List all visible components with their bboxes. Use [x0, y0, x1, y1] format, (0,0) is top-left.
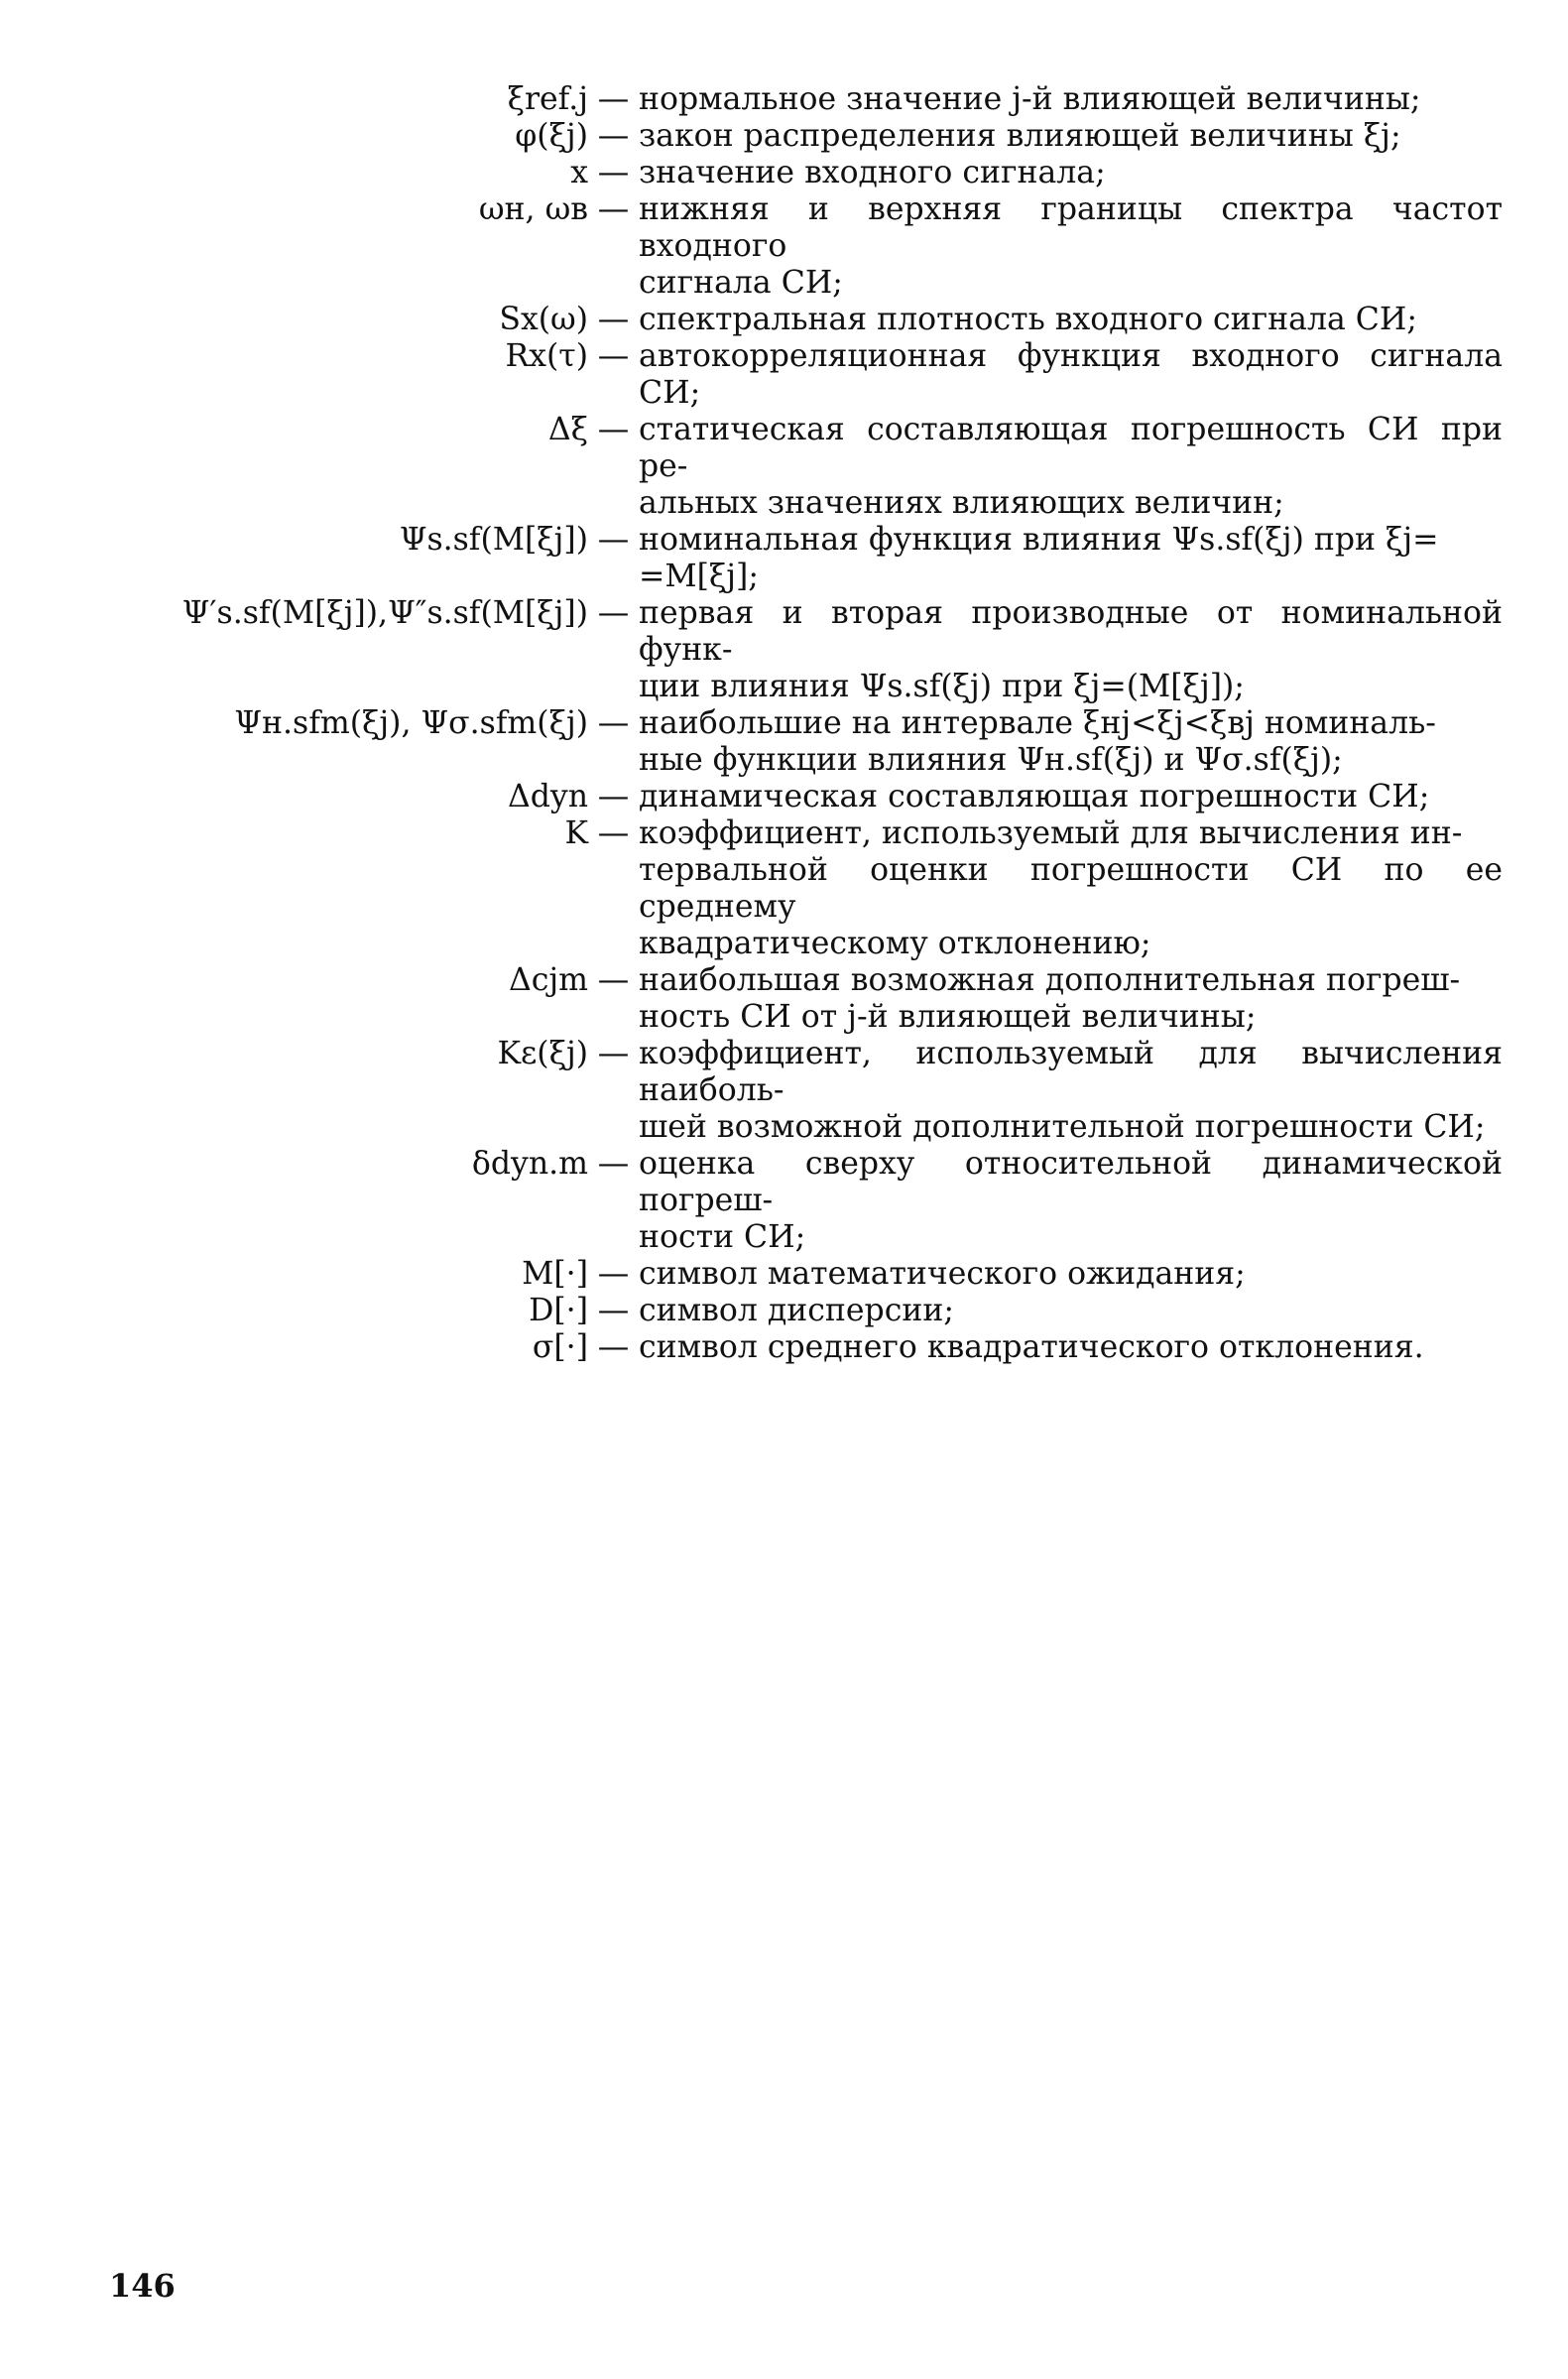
- definition-line: первая и вторая производные от номинальной функ-: [639, 595, 1503, 668]
- definition-line: наибольшие на интервале ξнj<ξj<ξвj номиналь-: [639, 705, 1436, 741]
- entry-definition: [639, 191, 1503, 302]
- entry-dash: —: [597, 302, 630, 337]
- glossary-entry: [94, 118, 1503, 155]
- glossary-entry: [94, 522, 1503, 595]
- definition-line: символ среднего квадратического отклонения.: [639, 1329, 1424, 1365]
- entry-definition: [639, 1293, 1503, 1329]
- entry-definition: [639, 1146, 1503, 1256]
- entry-definition: [639, 1256, 1503, 1293]
- entry-symbol: Δdyn: [508, 779, 588, 814]
- entry-dash: —: [597, 595, 630, 631]
- entry-symbol: σ[·]: [532, 1329, 588, 1365]
- definition-line: значение входного сигнала;: [639, 155, 1106, 190]
- entry-definition: [639, 302, 1503, 338]
- definition-line: ности СИ;: [639, 1219, 806, 1255]
- definition-line: номинальная функция влияния Ψs.sf(ξj) при ξj=: [639, 522, 1439, 558]
- entry-definition: [639, 338, 1503, 412]
- entry-definition: [639, 155, 1503, 191]
- entry-dash: —: [597, 412, 630, 447]
- entry-definition: [639, 962, 1503, 1036]
- entry-definition: [639, 1329, 1503, 1366]
- glossary-entry: [94, 1036, 1503, 1146]
- glossary-entry: [94, 705, 1503, 779]
- glossary-entry: [94, 191, 1503, 302]
- entry-symbol: K: [564, 815, 588, 851]
- entry-definition: [639, 705, 1503, 779]
- definition-line: закон распределения влияющей величины ξj;: [639, 118, 1401, 154]
- glossary-entry: [94, 412, 1503, 522]
- entry-dash: —: [597, 705, 630, 741]
- entry-dash: —: [597, 155, 630, 190]
- definition-line: квадратическому отклонению;: [639, 926, 1151, 961]
- glossary-entry: [94, 779, 1503, 815]
- entry-definition: [639, 779, 1503, 815]
- definition-line: ции влияния Ψs.sf(ξj) при ξj=(M[ξj]);: [639, 669, 1245, 704]
- page-number: 146: [109, 2267, 176, 2305]
- glossary-entry: [94, 595, 1503, 705]
- entry-dash: —: [597, 1036, 630, 1071]
- definition-line: статическая составляющая погрешность СИ при ре-: [639, 412, 1503, 484]
- entry-definition: [639, 522, 1503, 595]
- glossary-entry: [94, 1146, 1503, 1256]
- definition-line: наибольшая возможная дополнительная погреш-: [639, 962, 1461, 998]
- entry-symbol: D[·]: [529, 1293, 588, 1328]
- entry-dash: —: [597, 81, 630, 117]
- entry-symbol: Ψн.sfm(ξj), Ψσ.sfm(ξj): [234, 705, 588, 741]
- definition-line: коэффициент, используемый для вычисления наиболь-: [639, 1036, 1503, 1108]
- definition-line: динамическая составляющая погрешности СИ;: [639, 779, 1430, 814]
- definition-line: символ дисперсии;: [639, 1293, 954, 1328]
- glossary-entry: [94, 962, 1503, 1036]
- entry-dash: —: [597, 118, 630, 154]
- entry-symbol: Ψ′s.sf(M[ξj]),Ψ″s.sf(M[ξj]): [181, 595, 588, 631]
- entry-dash: —: [597, 338, 630, 374]
- entry-dash: —: [597, 522, 630, 558]
- entry-dash: —: [597, 815, 630, 851]
- entry-symbol: Kε(ξj): [497, 1036, 588, 1071]
- glossary-entry: [94, 1256, 1503, 1293]
- definition-line: ные функции влияния Ψн.sf(ξj) и Ψσ.sf(ξj);: [639, 742, 1343, 778]
- entry-definition: [639, 81, 1503, 118]
- definition-line: нижняя и верхняя границы спектра частот входного: [639, 191, 1503, 264]
- entry-dash: —: [597, 1146, 630, 1182]
- entry-symbol: Sx(ω): [499, 302, 588, 337]
- entry-dash: —: [597, 1256, 630, 1292]
- entry-dash: —: [597, 1329, 630, 1365]
- entry-symbol: δdyn.m: [471, 1146, 588, 1182]
- entry-symbol: Δξ: [547, 412, 588, 447]
- entry-dash: —: [597, 962, 630, 998]
- glossary-entry: [94, 1329, 1503, 1366]
- glossary-entry: [94, 338, 1503, 412]
- symbol-glossary: [94, 81, 1503, 1366]
- entry-dash: —: [597, 191, 630, 227]
- glossary-entry: [94, 1293, 1503, 1329]
- entry-symbol: Rx(τ): [505, 338, 588, 374]
- definition-line: ность СИ от j-й влияющей величины;: [639, 999, 1257, 1035]
- entry-dash: —: [597, 779, 630, 814]
- definition-line: =M[ξj];: [639, 559, 759, 594]
- entry-symbol: M[·]: [522, 1256, 588, 1292]
- glossary-entry: [94, 81, 1503, 118]
- definition-line: шей возможной дополнительной погрешности СИ;: [639, 1109, 1486, 1145]
- definition-line: спектральная плотность входного сигнала СИ;: [639, 302, 1417, 337]
- entry-definition: [639, 118, 1503, 155]
- definition-line: альных значениях влияющих величин;: [639, 485, 1284, 521]
- entry-symbol: Ψs.sf(M[ξj]): [399, 522, 588, 558]
- entry-definition: [639, 412, 1503, 522]
- definition-line: тервальной оценки погрешности СИ по ее среднему: [639, 852, 1503, 925]
- definition-line: символ математического ожидания;: [639, 1256, 1246, 1292]
- glossary-entry: [94, 815, 1503, 962]
- definition-line: коэффициент, используемый для вычисления ин-: [639, 815, 1463, 851]
- definition-line: оценка сверху относительной динамической погреш-: [639, 1146, 1503, 1218]
- entry-dash: —: [597, 1293, 630, 1328]
- glossary-entry: [94, 302, 1503, 338]
- glossary-entry: [94, 155, 1503, 191]
- entry-symbol: x: [570, 155, 588, 190]
- entry-symbol: ξref.j: [507, 81, 588, 117]
- entry-definition: [639, 595, 1503, 705]
- definition-line: сигнала СИ;: [639, 265, 843, 301]
- entry-symbol: φ(ξj): [515, 118, 588, 154]
- entry-symbol: Δcjm: [508, 962, 588, 998]
- entry-definition: [639, 815, 1503, 962]
- definition-line: нормальное значение j-й влияющей величины;: [639, 81, 1421, 117]
- entry-symbol: ωн, ωв: [478, 191, 588, 227]
- definition-line: автокорреляционная функция входного сигнала СИ;: [639, 338, 1503, 411]
- entry-definition: [639, 1036, 1503, 1146]
